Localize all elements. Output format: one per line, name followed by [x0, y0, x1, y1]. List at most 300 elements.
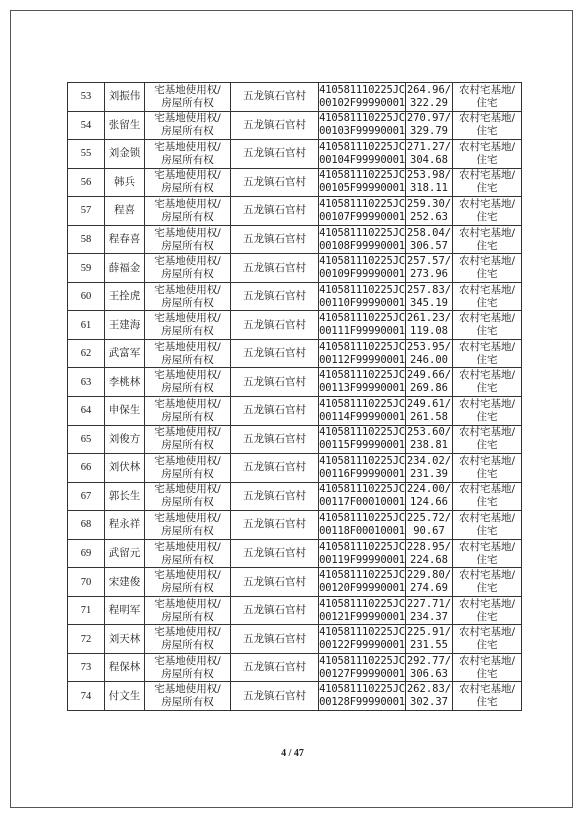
unit-code-cell [319, 140, 406, 169]
area-line-2: 304.68 [410, 153, 448, 166]
location-cell: 五龙镇石官村 [231, 397, 319, 426]
location-cell: 五龙镇石官村 [231, 482, 319, 511]
area-line-2: 322.29 [410, 96, 448, 109]
area-cell [406, 83, 453, 112]
area-line-1: 253.60/ [406, 426, 452, 439]
table-row [68, 225, 522, 254]
unit-code-line-1: 410581110225JC [319, 197, 405, 210]
table-row [68, 168, 522, 197]
land-use-line-1: 农村宅基地/ [458, 255, 516, 268]
location-cell: 五龙镇石官村 [231, 311, 319, 340]
land-use-line-2: 住宅 [476, 439, 498, 452]
unit-code-line-1: 410581110225JC [319, 597, 405, 610]
land-use-line-2: 住宅 [476, 410, 498, 423]
unit-code-line-1: 410581110225JC [319, 226, 405, 239]
unit-code-cell [319, 397, 406, 426]
unit-code-line-2: 00121F99990001 [319, 610, 405, 623]
row-number-cell: 69 [68, 539, 105, 568]
unit-code-line-2: 00113F99990001 [319, 382, 405, 395]
area-line-2: 273.96 [410, 268, 448, 281]
table-row [68, 425, 522, 454]
right-type-cell [145, 397, 231, 426]
area-line-2: 252.63 [410, 210, 448, 223]
unit-code-line-1: 410581110225JC [319, 454, 405, 467]
right-type-line-2: 房屋所有权 [161, 382, 214, 395]
area-line-2: 231.39 [410, 467, 448, 480]
unit-code-line-2: 00109F99990001 [319, 268, 405, 281]
area-line-1: 258.04/ [406, 226, 452, 239]
land-use-line-1: 农村宅基地/ [458, 312, 516, 325]
unit-code-line-1: 410581110225JC [319, 654, 405, 667]
area-line-1: 292.77/ [406, 654, 452, 667]
right-type-line-2: 房屋所有权 [161, 496, 214, 509]
owner-name-cell: 张留生 [105, 111, 145, 140]
land-use-cell [453, 511, 522, 540]
area-line-1: 271.27/ [406, 140, 452, 153]
land-use-line-2: 住宅 [476, 582, 498, 595]
land-use-cell [453, 225, 522, 254]
land-use-line-2: 住宅 [476, 496, 498, 509]
land-use-line-1: 农村宅基地/ [458, 226, 516, 239]
land-use-cell [453, 425, 522, 454]
row-number-cell: 67 [68, 482, 105, 511]
right-type-line-2: 房屋所有权 [161, 182, 214, 195]
area-cell [406, 511, 453, 540]
location-cell: 五龙镇石官村 [231, 596, 319, 625]
area-line-2: 246.00 [410, 353, 448, 366]
unit-code-line-2: 00119F99990001 [319, 553, 405, 566]
land-use-line-1: 农村宅基地/ [458, 83, 516, 96]
unit-code-line-2: 00122F99990001 [319, 639, 405, 652]
location-cell: 五龙镇石官村 [231, 539, 319, 568]
unit-code-cell [319, 368, 406, 397]
table-row [68, 282, 522, 311]
area-line-2: 234.37 [410, 610, 448, 623]
right-type-line-1: 宅基地使用权/ [154, 83, 221, 96]
row-number-cell: 57 [68, 197, 105, 226]
unit-code-line-1: 410581110225JC [319, 312, 405, 325]
area-line-1: 224.00/ [406, 483, 452, 496]
right-type-line-1: 宅基地使用权/ [154, 540, 221, 553]
unit-code-line-1: 410581110225JC [319, 683, 405, 696]
area-line-1: 228.95/ [406, 540, 452, 553]
unit-code-line-2: 00111F99990001 [319, 325, 405, 338]
owner-name-cell: 刘伏林 [105, 454, 145, 483]
unit-code-line-2: 00108F99990001 [319, 239, 405, 252]
location-cell: 五龙镇石官村 [231, 168, 319, 197]
land-use-line-1: 农村宅基地/ [458, 340, 516, 353]
area-cell [406, 454, 453, 483]
row-number-cell: 59 [68, 254, 105, 283]
right-type-line-2: 房屋所有权 [161, 553, 214, 566]
land-use-line-1: 农村宅基地/ [458, 397, 516, 410]
area-line-2: 238.81 [410, 439, 448, 452]
area-line-2: 306.63 [410, 667, 448, 680]
location-cell: 五龙镇石官村 [231, 282, 319, 311]
right-type-line-2: 房屋所有权 [161, 268, 214, 281]
area-cell [406, 625, 453, 654]
right-type-line-1: 宅基地使用权/ [154, 340, 221, 353]
right-type-line-2: 房屋所有权 [161, 410, 214, 423]
area-cell [406, 682, 453, 711]
land-use-line-1: 农村宅基地/ [458, 169, 516, 182]
right-type-line-1: 宅基地使用权/ [154, 454, 221, 467]
area-cell [406, 254, 453, 283]
area-line-2: 124.66 [410, 496, 448, 509]
area-cell [406, 482, 453, 511]
unit-code-line-2: 00114F99990001 [319, 410, 405, 423]
right-type-line-1: 宅基地使用权/ [154, 197, 221, 210]
row-number-cell: 65 [68, 425, 105, 454]
area-line-1: 249.61/ [406, 397, 452, 410]
unit-code-line-1: 410581110225JC [319, 255, 405, 268]
right-type-cell [145, 197, 231, 226]
unit-code-line-1: 410581110225JC [319, 283, 405, 296]
table-row [68, 397, 522, 426]
unit-code-cell [319, 425, 406, 454]
land-use-cell [453, 568, 522, 597]
location-cell: 五龙镇石官村 [231, 568, 319, 597]
area-line-2: 306.57 [410, 239, 448, 252]
area-line-1: 270.97/ [406, 112, 452, 125]
right-type-line-2: 房屋所有权 [161, 467, 214, 480]
right-type-line-2: 房屋所有权 [161, 210, 214, 223]
unit-code-cell [319, 311, 406, 340]
unit-code-line-2: 00112F99990001 [319, 353, 405, 366]
land-use-line-2: 住宅 [476, 524, 498, 537]
land-use-line-2: 住宅 [476, 268, 498, 281]
right-type-line-1: 宅基地使用权/ [154, 255, 221, 268]
location-cell: 五龙镇石官村 [231, 254, 319, 283]
unit-code-cell [319, 254, 406, 283]
right-type-line-2: 房屋所有权 [161, 439, 214, 452]
right-type-line-1: 宅基地使用权/ [154, 397, 221, 410]
owner-name-cell: 薛福金 [105, 254, 145, 283]
land-use-line-2: 住宅 [476, 125, 498, 138]
unit-code-cell [319, 111, 406, 140]
land-use-line-2: 住宅 [476, 153, 498, 166]
unit-code-line-1: 410581110225JC [319, 340, 405, 353]
unit-code-line-1: 410581110225JC [319, 112, 405, 125]
area-line-1: 262.83/ [406, 683, 452, 696]
owner-name-cell: 付文生 [105, 682, 145, 711]
owner-name-cell: 刘俊方 [105, 425, 145, 454]
location-cell: 五龙镇石官村 [231, 197, 319, 226]
unit-code-line-1: 410581110225JC [319, 569, 405, 582]
table-row [68, 482, 522, 511]
location-cell: 五龙镇石官村 [231, 511, 319, 540]
table-row [68, 311, 522, 340]
land-use-line-2: 住宅 [476, 325, 498, 338]
area-cell [406, 140, 453, 169]
land-use-cell [453, 282, 522, 311]
area-cell [406, 568, 453, 597]
owner-name-cell: 郭长生 [105, 482, 145, 511]
right-type-cell [145, 339, 231, 368]
row-number-cell: 58 [68, 225, 105, 254]
right-type-line-2: 房屋所有权 [161, 667, 214, 680]
area-line-1: 264.96/ [406, 83, 452, 96]
registry-table-body [68, 83, 522, 711]
row-number-cell: 62 [68, 339, 105, 368]
land-use-cell [453, 83, 522, 112]
row-number-cell: 61 [68, 311, 105, 340]
area-cell [406, 339, 453, 368]
unit-code-line-1: 410581110225JC [319, 626, 405, 639]
unit-code-line-2: 00118F00010001 [319, 524, 405, 537]
area-line-2: 90.67 [413, 524, 445, 537]
unit-code-line-1: 410581110225JC [319, 140, 405, 153]
row-number-cell: 71 [68, 596, 105, 625]
area-line-1: 225.91/ [406, 626, 452, 639]
right-type-line-2: 房屋所有权 [161, 353, 214, 366]
area-line-1: 257.83/ [406, 283, 452, 296]
page-number: 4 / 47 [281, 748, 304, 759]
row-number-cell: 72 [68, 625, 105, 654]
row-number-cell: 56 [68, 168, 105, 197]
land-use-line-2: 住宅 [476, 182, 498, 195]
right-type-line-2: 房屋所有权 [161, 239, 214, 252]
owner-name-cell: 程明军 [105, 596, 145, 625]
right-type-line-2: 房屋所有权 [161, 696, 214, 709]
right-type-line-2: 房屋所有权 [161, 582, 214, 595]
right-type-line-2: 房屋所有权 [161, 153, 214, 166]
owner-name-cell: 宋建俊 [105, 568, 145, 597]
right-type-line-1: 宅基地使用权/ [154, 654, 221, 667]
owner-name-cell: 刘振伟 [105, 83, 145, 112]
unit-code-line-2: 00104F99990001 [319, 153, 405, 166]
owner-name-cell: 刘天林 [105, 625, 145, 654]
unit-code-cell [319, 197, 406, 226]
area-line-1: 253.98/ [406, 169, 452, 182]
right-type-cell [145, 83, 231, 112]
land-use-cell [453, 254, 522, 283]
unit-code-line-2: 00127F99990001 [319, 667, 405, 680]
right-type-cell [145, 511, 231, 540]
owner-name-cell: 申保生 [105, 397, 145, 426]
unit-code-line-2: 00105F99990001 [319, 182, 405, 195]
area-line-2: 119.08 [410, 325, 448, 338]
land-use-cell [453, 454, 522, 483]
table-row [68, 254, 522, 283]
right-type-cell [145, 653, 231, 682]
right-type-cell [145, 454, 231, 483]
location-cell: 五龙镇石官村 [231, 425, 319, 454]
land-use-line-1: 农村宅基地/ [458, 454, 516, 467]
row-number-cell: 60 [68, 282, 105, 311]
area-line-1: 234.02/ [406, 454, 452, 467]
land-use-cell [453, 368, 522, 397]
area-line-1: 261.23/ [406, 312, 452, 325]
unit-code-cell [319, 83, 406, 112]
row-number-cell: 54 [68, 111, 105, 140]
unit-code-cell [319, 539, 406, 568]
land-use-line-2: 住宅 [476, 353, 498, 366]
right-type-line-1: 宅基地使用权/ [154, 483, 221, 496]
unit-code-line-1: 410581110225JC [319, 511, 405, 524]
right-type-line-2: 房屋所有权 [161, 524, 214, 537]
right-type-line-1: 宅基地使用权/ [154, 283, 221, 296]
owner-name-cell: 武留元 [105, 539, 145, 568]
area-line-2: 269.86 [410, 382, 448, 395]
row-number-cell: 74 [68, 682, 105, 711]
right-type-line-2: 房屋所有权 [161, 125, 214, 138]
owner-name-cell: 王拴虎 [105, 282, 145, 311]
location-cell: 五龙镇石官村 [231, 111, 319, 140]
unit-code-cell [319, 682, 406, 711]
right-type-line-1: 宅基地使用权/ [154, 511, 221, 524]
land-use-cell [453, 311, 522, 340]
owner-name-cell: 程保林 [105, 653, 145, 682]
unit-code-cell [319, 339, 406, 368]
area-line-2: 224.68 [410, 553, 448, 566]
registry-table [67, 82, 522, 711]
land-use-line-2: 住宅 [476, 210, 498, 223]
owner-name-cell: 程永祥 [105, 511, 145, 540]
area-line-2: 231.55 [410, 639, 448, 652]
right-type-cell [145, 111, 231, 140]
land-use-cell [453, 111, 522, 140]
owner-name-cell: 刘金锁 [105, 140, 145, 169]
right-type-line-1: 宅基地使用权/ [154, 369, 221, 382]
land-use-cell [453, 539, 522, 568]
area-cell [406, 111, 453, 140]
right-type-line-1: 宅基地使用权/ [154, 626, 221, 639]
unit-code-cell [319, 168, 406, 197]
table-row [68, 539, 522, 568]
owner-name-cell: 王建海 [105, 311, 145, 340]
right-type-cell [145, 282, 231, 311]
owner-name-cell: 李桃林 [105, 368, 145, 397]
land-use-line-1: 农村宅基地/ [458, 426, 516, 439]
right-type-cell [145, 596, 231, 625]
land-use-line-1: 农村宅基地/ [458, 369, 516, 382]
table-row [68, 568, 522, 597]
right-type-line-1: 宅基地使用权/ [154, 597, 221, 610]
area-line-2: 345.19 [410, 296, 448, 309]
owner-name-cell: 韩兵 [105, 168, 145, 197]
land-use-line-2: 住宅 [476, 610, 498, 623]
area-cell [406, 311, 453, 340]
owner-name-cell: 程春喜 [105, 225, 145, 254]
land-use-cell [453, 653, 522, 682]
right-type-cell [145, 225, 231, 254]
row-number-cell: 55 [68, 140, 105, 169]
land-use-cell [453, 197, 522, 226]
row-number-cell: 53 [68, 83, 105, 112]
area-line-2: 302.37 [410, 696, 448, 709]
area-cell [406, 596, 453, 625]
unit-code-line-1: 410581110225JC [319, 369, 405, 382]
right-type-cell [145, 168, 231, 197]
land-use-cell [453, 168, 522, 197]
table-row [68, 197, 522, 226]
land-use-cell [453, 482, 522, 511]
area-cell [406, 225, 453, 254]
unit-code-line-2: 00116F99990001 [319, 467, 405, 480]
right-type-line-2: 房屋所有权 [161, 325, 214, 338]
right-type-line-1: 宅基地使用权/ [154, 140, 221, 153]
location-cell: 五龙镇石官村 [231, 225, 319, 254]
table-row [68, 140, 522, 169]
table-row [68, 368, 522, 397]
area-line-1: 257.57/ [406, 255, 452, 268]
location-cell: 五龙镇石官村 [231, 682, 319, 711]
right-type-cell [145, 482, 231, 511]
land-use-cell [453, 596, 522, 625]
land-use-line-1: 农村宅基地/ [458, 540, 516, 553]
land-use-line-1: 农村宅基地/ [458, 654, 516, 667]
unit-code-line-1: 410581110225JC [319, 483, 405, 496]
location-cell: 五龙镇石官村 [231, 339, 319, 368]
area-cell [406, 168, 453, 197]
right-type-cell [145, 311, 231, 340]
row-number-cell: 64 [68, 397, 105, 426]
unit-code-line-2: 00110F99990001 [319, 296, 405, 309]
row-number-cell: 63 [68, 368, 105, 397]
right-type-line-2: 房屋所有权 [161, 639, 214, 652]
right-type-cell [145, 254, 231, 283]
land-use-cell [453, 397, 522, 426]
land-use-line-1: 农村宅基地/ [458, 626, 516, 639]
table-row [68, 83, 522, 112]
unit-code-line-1: 410581110225JC [319, 169, 405, 182]
land-use-line-2: 住宅 [476, 553, 498, 566]
right-type-line-1: 宅基地使用权/ [154, 426, 221, 439]
land-use-cell [453, 140, 522, 169]
row-number-cell: 66 [68, 454, 105, 483]
area-line-2: 261.58 [410, 410, 448, 423]
table-row [68, 511, 522, 540]
right-type-cell [145, 682, 231, 711]
land-use-line-1: 农村宅基地/ [458, 283, 516, 296]
unit-code-line-2: 00117F00010001 [319, 496, 405, 509]
unit-code-line-2: 00128F99990001 [319, 696, 405, 709]
land-use-line-2: 住宅 [476, 467, 498, 480]
location-cell: 五龙镇石官村 [231, 454, 319, 483]
unit-code-line-2: 00120F99990001 [319, 582, 405, 595]
right-type-cell [145, 140, 231, 169]
table-row [68, 682, 522, 711]
unit-code-cell [319, 625, 406, 654]
location-cell: 五龙镇石官村 [231, 140, 319, 169]
unit-code-line-2: 00102F99990001 [319, 96, 405, 109]
land-use-line-2: 住宅 [476, 667, 498, 680]
land-use-line-2: 住宅 [476, 639, 498, 652]
land-use-line-1: 农村宅基地/ [458, 483, 516, 496]
unit-code-cell [319, 454, 406, 483]
unit-code-line-1: 410581110225JC [319, 426, 405, 439]
land-use-line-1: 农村宅基地/ [458, 683, 516, 696]
right-type-cell [145, 568, 231, 597]
area-line-1: 259.30/ [406, 197, 452, 210]
unit-code-line-1: 410581110225JC [319, 397, 405, 410]
right-type-cell [145, 425, 231, 454]
land-use-line-2: 住宅 [476, 696, 498, 709]
right-type-cell [145, 368, 231, 397]
unit-code-cell [319, 653, 406, 682]
area-line-2: 329.79 [410, 125, 448, 138]
table-row [68, 454, 522, 483]
location-cell: 五龙镇石官村 [231, 653, 319, 682]
unit-code-cell [319, 596, 406, 625]
unit-code-cell [319, 511, 406, 540]
owner-name-cell: 武富军 [105, 339, 145, 368]
unit-code-cell [319, 482, 406, 511]
land-use-line-2: 住宅 [476, 96, 498, 109]
unit-code-line-2: 00115F99990001 [319, 439, 405, 452]
right-type-line-2: 房屋所有权 [161, 96, 214, 109]
